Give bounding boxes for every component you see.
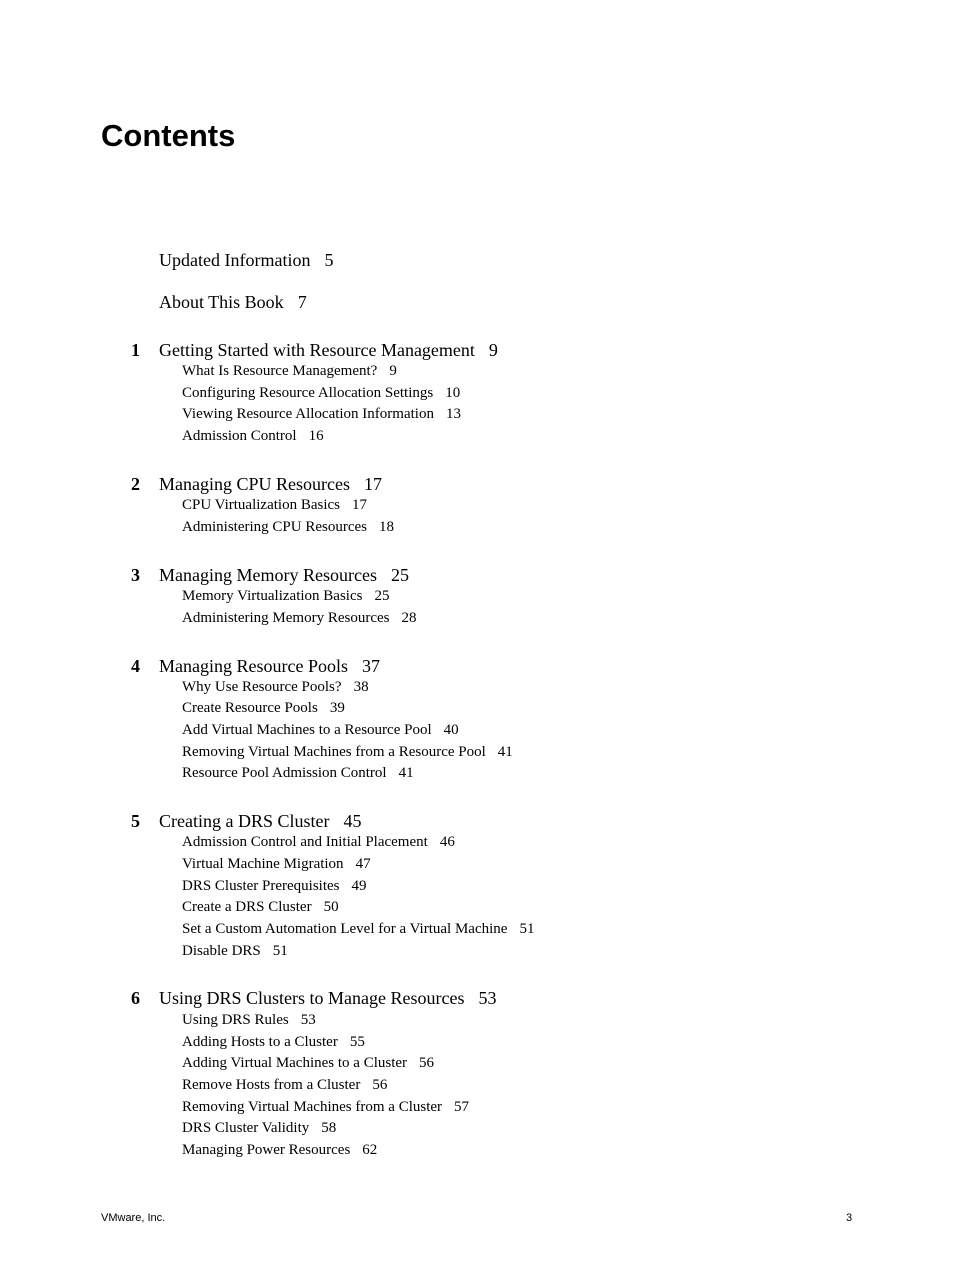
toc-page-number: 25 [374,588,390,604]
toc-page-number: 18 [379,519,394,535]
chapter-title: Managing Resource Pools [159,656,348,676]
toc-section[interactable] [182,897,339,917]
section-label: Create Resource Pools [182,700,318,716]
section-label: Memory Virtualization Basics [182,588,363,604]
toc-page-number: 40 [443,722,459,738]
section-label: DRS Cluster Validity [182,1120,310,1136]
section-label: Disable DRS [182,943,261,959]
toc-section[interactable] [182,742,513,762]
section-label: Why Use Resource Pools? [182,679,342,695]
chapter-number: 1 [131,340,140,360]
chapter-title: Managing CPU Resources [159,474,350,494]
toc-page-number: 49 [351,878,367,894]
section-label: Using DRS Rules [182,1012,289,1028]
toc-page-number: 62 [362,1142,378,1158]
toc-entry-about-this-book[interactable] [159,290,307,314]
toc-section[interactable] [182,426,324,446]
toc-chapter-1[interactable] [159,338,498,362]
toc-page-number: 39 [329,700,345,716]
section-label: Viewing Resource Allocation Information [182,406,434,422]
section-label: CPU Virtualization Basics [182,497,340,513]
chapter-number: 5 [131,811,140,831]
section-label: Admission Control and Initial Placement [182,834,428,850]
toc-page-number: 45 [343,811,362,831]
toc-chapter-5[interactable] [159,809,361,833]
toc-entry-updated-information[interactable] [159,248,333,272]
toc-section[interactable] [182,1010,316,1030]
section-label: Remove Hosts from a Cluster [182,1077,361,1093]
chapter-title: Using DRS Clusters to Manage Resources [159,988,465,1008]
toc-page-number: 53 [300,1012,316,1028]
toc-page-number: 5 [324,250,334,270]
toc-section[interactable] [182,832,455,852]
toc-page-number: 9 [389,363,397,379]
toc-entry-label: Updated Information [159,250,311,270]
section-label: Admission Control [182,428,297,444]
toc-page-number: 57 [454,1099,470,1115]
chapter-title: Managing Memory Resources [159,565,377,585]
chapter-number: 4 [131,656,140,676]
toc-section[interactable] [182,854,371,874]
toc-section[interactable] [182,1075,387,1095]
toc-section[interactable] [182,517,394,537]
toc-page-number: 53 [478,988,497,1008]
toc-page-number: 55 [349,1034,365,1050]
section-label: Adding Virtual Machines to a Cluster [182,1055,408,1071]
toc-page-number: 17 [351,497,367,513]
section-label: Add Virtual Machines to a Resource Pool [182,722,432,738]
section-label: Resource Pool Admission Control [182,765,387,781]
toc-page-number: 10 [445,385,461,401]
toc-section[interactable] [182,1053,434,1073]
section-label: Administering Memory Resources [182,610,390,626]
toc-page-number: 37 [361,656,380,676]
toc-section[interactable] [182,495,367,515]
toc-page-number: 51 [519,921,535,937]
toc-page-number: 13 [445,406,461,422]
section-label: Removing Virtual Machines from a Cluster [182,1099,443,1115]
toc-page-number: 17 [363,474,382,494]
section-label: Virtual Machine Migration [182,856,344,872]
toc-page-number: 25 [390,565,409,585]
toc-section[interactable] [182,404,461,424]
section-label: Configuring Resource Allocation Settings [182,385,434,401]
section-label: Managing Power Resources [182,1142,351,1158]
section-label: Create a DRS Cluster [182,899,312,915]
toc-page-number: 47 [355,856,371,872]
footer-page-number: 3 [846,1212,853,1224]
toc-section[interactable] [182,383,460,403]
toc-chapter-4[interactable] [159,654,380,678]
toc-page-number: 46 [439,834,455,850]
toc-page-number: 7 [297,292,307,312]
toc-section[interactable] [182,608,416,628]
toc-page-number: 56 [419,1055,435,1071]
footer-company: VMware, Inc. [101,1212,166,1224]
section-label: Removing Virtual Machines from a Resource Pool [182,744,486,760]
toc-section[interactable] [182,876,367,896]
toc-page-number: 50 [323,899,339,915]
toc-page-number: 58 [321,1120,337,1136]
toc-section[interactable] [182,698,345,718]
toc-page-number: 28 [401,610,417,626]
section-label: Administering CPU Resources [182,519,367,535]
toc-section[interactable] [182,361,397,381]
toc-section[interactable] [182,941,288,961]
page-title: Contents [101,118,236,153]
chapter-title: Creating a DRS Cluster [159,811,330,831]
toc-entry-label: About This Book [159,292,284,312]
section-label: DRS Cluster Prerequisites [182,878,340,894]
toc-page-number: 38 [353,679,369,695]
chapter-number: 2 [131,474,140,494]
toc-section[interactable] [182,1118,336,1138]
toc-page-number: 51 [272,943,288,959]
toc-section[interactable] [182,763,414,783]
toc-section[interactable] [182,677,369,697]
section-label: What Is Resource Management? [182,363,378,379]
chapter-number: 6 [131,988,140,1008]
section-label: Adding Hosts to a Cluster [182,1034,338,1050]
toc-chapter-6[interactable] [159,986,496,1010]
toc-chapter-3[interactable] [159,563,409,587]
toc-page-number: 56 [372,1077,388,1093]
toc-section[interactable] [182,720,459,740]
toc-section[interactable] [182,1097,469,1117]
section-label: Set a Custom Automation Level for a Virtual Machine [182,921,508,937]
toc-page-number: 41 [398,765,414,781]
toc-page-number: 16 [308,428,324,444]
toc-page-number: 41 [497,744,513,760]
toc-section[interactable] [182,586,389,606]
chapter-number: 3 [131,565,140,585]
toc-section[interactable] [182,1140,377,1160]
toc-chapter-2[interactable] [159,472,382,496]
toc-section[interactable] [182,1032,365,1052]
chapter-title: Getting Started with Resource Management [159,340,475,360]
toc-page-number: 9 [488,340,498,360]
toc-section[interactable] [182,919,534,939]
